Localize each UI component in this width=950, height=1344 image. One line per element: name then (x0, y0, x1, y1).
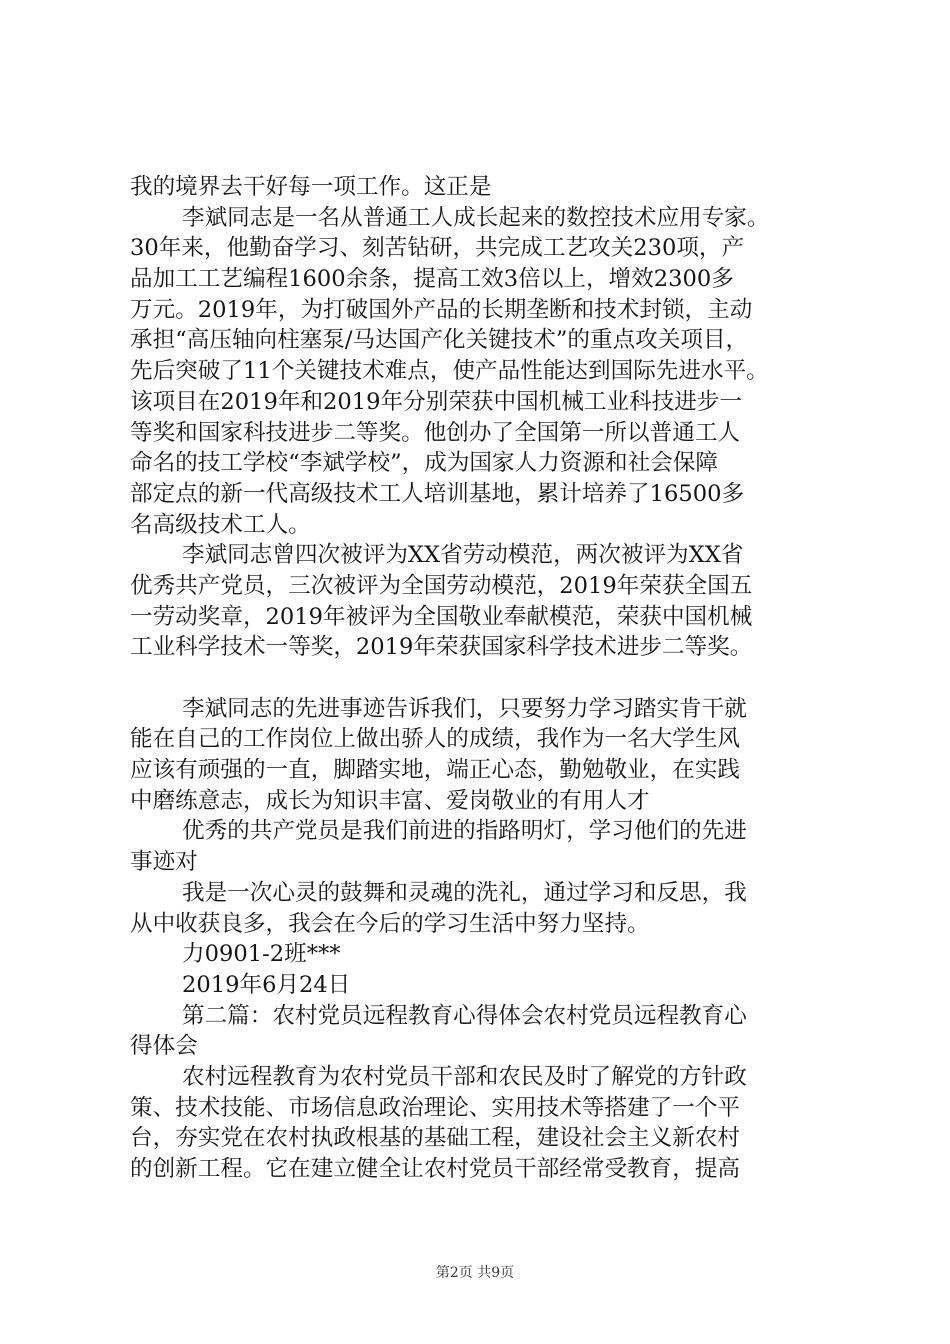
text-line: 应该有顽强的一直，脚踏实地，端正心态，勤勉敬业，在实践 (130, 757, 741, 784)
text-line: 的创新工程。它在建立健全让农村党员干部经常受教育，提高 (130, 1156, 741, 1182)
text-line: 李斌同志曾四次被评为XX省劳动模范，两次被评为XX省 (182, 542, 744, 569)
text-line: 策、技术技能、市场信息政治理论、实用技术等搭建了一个平 (130, 1094, 741, 1121)
text-line: 力0901-2班*** (182, 941, 341, 968)
text-line: 得体会 (130, 1033, 198, 1060)
text-line: 优秀的共产党员是我们前进的指路明灯，学习他们的先进 (182, 818, 747, 845)
text-line: 30年来，他勤奋学习、刻苦钻研，共完成工艺攻关230项，产 (130, 235, 745, 262)
text-line: 从中收获良多，我会在今后的学习生活中努力坚持。 (130, 910, 650, 937)
text-line: 中磨练意志，成长为知识丰富、爱岗敬业的有用人才 (130, 787, 650, 814)
text-line: 部定点的新一代高级技术工人培训基地，累计培养了16500多 (130, 480, 745, 507)
text-line: 命名的技工学校“李斌学校”，成为国家人力资源和社会保障 (130, 450, 718, 477)
text-line: 李斌同志的先进事迹告诉我们，只要努力学习踏实肯干就 (182, 695, 747, 722)
text-line: 优秀共产党员，三次被评为全国劳动模范，2019年荣获全国五 (130, 572, 753, 599)
text-line: 2019年6月24日 (182, 971, 351, 998)
text-line: 工业科学技术一等奖，2019年荣获国家科学技术进步二等奖。 (130, 634, 753, 661)
blank-line (130, 663, 830, 694)
text-line: 我是一次心灵的鼓舞和灵魂的洗礼，通过学习和反思，我 (182, 879, 747, 906)
page-number: 第2页 共9页 (435, 1265, 515, 1281)
text-line: 能在自己的工作岗位上做出骄人的成绩，我作为一名大学生风 (130, 726, 741, 753)
text-line: 先后突破了11个关键技术难点，使产品性能达到国际先进水平。 (130, 358, 769, 385)
text-line: 农村远程教育为农村党员干部和农民及时了解党的方针政 (182, 1063, 747, 1090)
text-line: 我的境界去干好每一项工作。这正是 (130, 174, 492, 200)
section-heading: 第二篇：农村党员远程教育心得体会农村党员远程教育心 (182, 1002, 747, 1029)
text-line: 该项目在2019年和2019年分别荣获中国机械工业科技进步一 (130, 388, 743, 415)
document-body (130, 172, 830, 1185)
text-line: 台，夯实党在农村执政根基的基础工程，建设社会主义新农村 (130, 1125, 741, 1152)
text-line: 品加工工艺编程1600余条，提高工效3倍以上，增效2300多 (130, 266, 734, 293)
text-line: 等奖和国家科技进步二等奖。他创办了全国第一所以普通工人 (130, 419, 741, 446)
text-line: 李斌同志是一名从普通工人成长起来的数控技术应用专家。 (182, 204, 770, 231)
text-line: 承担“高压轴向柱塞泵/马达国产化关键技术”的重点攻关项目， (130, 327, 749, 354)
text-line: 名高级技术工人。 (130, 511, 311, 538)
text-line: 一劳动奖章，2019年被评为全国敬业奉献模范，荣获中国机械 (130, 603, 753, 630)
text-line: 事迹对 (130, 849, 198, 876)
text-line: 万元。2019年，为打破国外产品的长期垄断和技术封锁，主动 (130, 296, 753, 323)
